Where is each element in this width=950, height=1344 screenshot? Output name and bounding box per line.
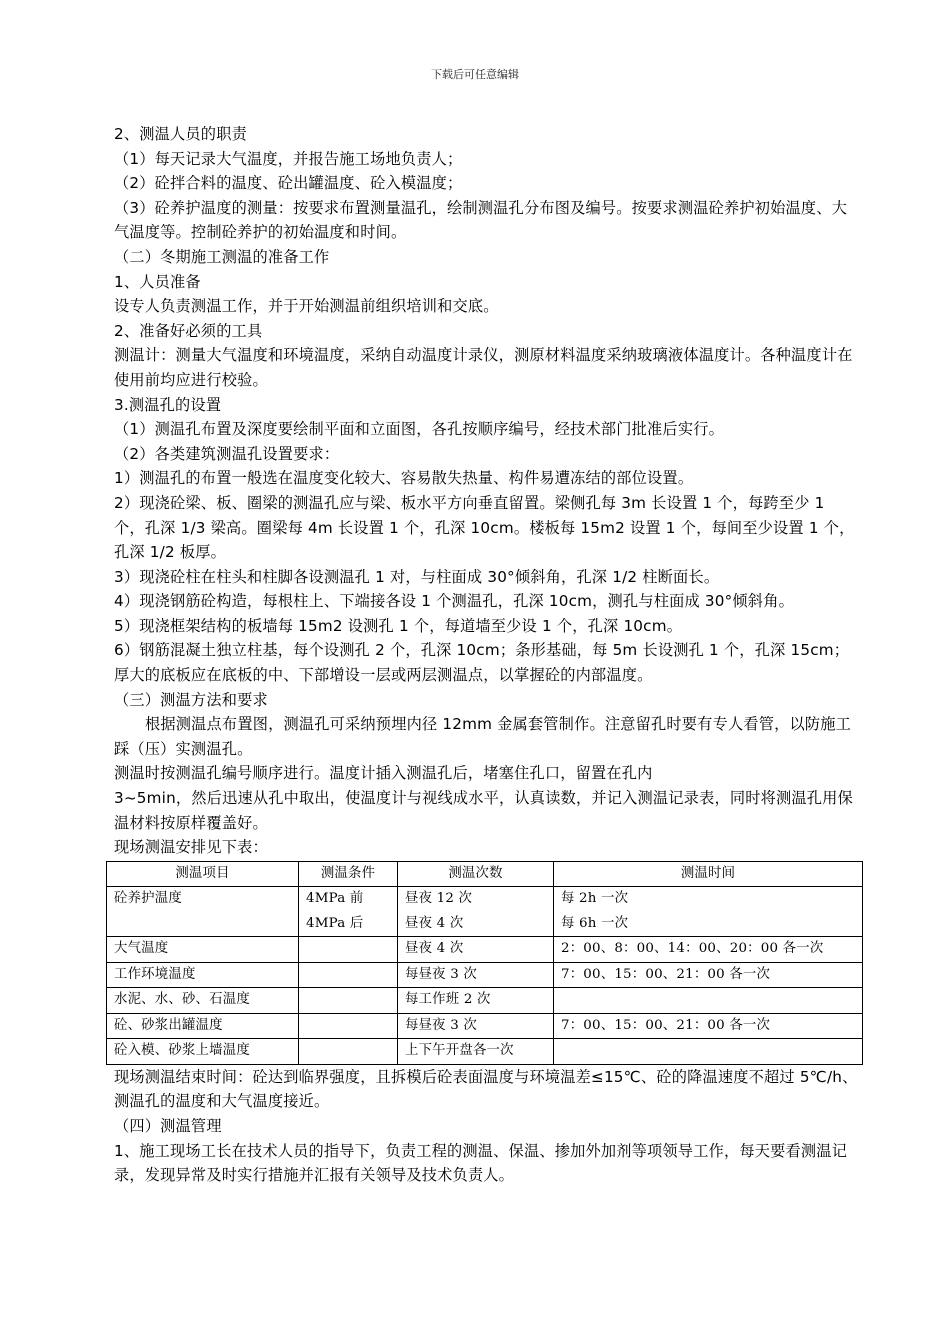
- table-row: [107, 962, 863, 988]
- table-cell-line: 昼夜 4 次: [405, 915, 464, 931]
- paragraph: （1）每天记录大气温度，并报告施工场地负责人；: [114, 149, 463, 168]
- table-header-cell: 测温时间: [554, 861, 863, 887]
- paragraph: 1、人员准备: [114, 272, 201, 291]
- table-header-cell: 测温项目: [107, 861, 299, 887]
- table-header-cell: 测温条件: [299, 861, 398, 887]
- paragraph: （3）砼养护温度的测量：按要求布置测量温孔，绘制测温孔分布图及编号。按要求测温砼养护初始温度、大气温度等。控制砼养护的初始温度和时间。: [114, 198, 848, 242]
- paragraph: 2、准备好必须的工具: [114, 321, 263, 340]
- paragraph: 测温时按测温孔编号顺序进行。温度计插入测温孔后，堵塞住孔口，留置在孔内: [114, 764, 653, 783]
- temperature-schedule-table: [106, 861, 863, 1065]
- paragraph: 测温计：测量大气温度和环境温度，采纳自动温度计录仪，测原材料温度采纳玻璃液体温度计。各种温度计在使用前均应进行校验。: [114, 346, 853, 389]
- paragraph: 2、测温人员的职责: [114, 125, 247, 143]
- table-cell: [299, 1039, 398, 1065]
- table-cell: [554, 1039, 863, 1065]
- table-cell: 砼养护温度: [107, 887, 299, 937]
- table-cell: [299, 1013, 398, 1039]
- section-heading: （二）冬期施工测温的准备工作: [114, 247, 330, 266]
- document-body: [114, 122, 859, 1188]
- table-cell-line: 昼夜 12 次: [405, 891, 473, 907]
- table-cell: 工作环境温度: [107, 962, 299, 988]
- table-cell-line: 每 2h 一次: [561, 891, 629, 907]
- table-cell: [398, 887, 554, 937]
- paragraph: 3）现浇砼柱在柱头和柱脚各设测温孔 1 对，与柱面成 30°倾斜角，孔深 1/2 柱断面长。: [114, 567, 720, 586]
- table-cell: 水泥、水、砂、石温度: [107, 988, 299, 1014]
- paragraph: 6）钢筋混凝土独立柱基，每个设测孔 2 个，孔深 10cm；条形基础，每 5m 长设测孔 1 个，孔深 15cm；厚大的底板应在底板的中、下部增设一层或两层测温点，以掌握砼的内部温度。: [114, 641, 850, 685]
- table-cell: 7：00、15：00、21：00 各一次: [554, 962, 863, 988]
- table-cell: [299, 937, 398, 963]
- table-cell-line: 每 6h 一次: [561, 915, 629, 931]
- page-header-note: 下载后可任意编辑: [431, 68, 519, 81]
- paragraph: 5）现浇框架结构的板墙每 15m2 设测孔 1 个，每道墙至少设 1 个，孔深 10cm。: [114, 616, 683, 635]
- table-cell: [299, 962, 398, 988]
- paragraph: （1）测温孔布置及深度要绘制平面和立面图，各孔按顺序编号，经技术部门批准后实行。: [114, 420, 724, 439]
- paragraph: （2）砼拌合料的温度、砼出罐温度、砼入模温度；: [114, 174, 463, 193]
- table-row: [107, 1013, 863, 1039]
- table-cell: [299, 988, 398, 1014]
- table-cell: 砼、砂浆出罐温度: [107, 1013, 299, 1039]
- paragraph: 设专人负责测温工作，并于开始测温前组织培训和交底。: [114, 297, 499, 316]
- table-cell-line: 4MPa 后: [306, 915, 364, 931]
- table-cell-line: 4MPa 前: [306, 891, 364, 907]
- paragraph: 2）现浇砼梁、板、圈梁的测温孔应与梁、板水平方向垂直留置。梁侧孔每 3m 长设置 1 个，每跨至少 1 个，孔深 1/3 梁高。圈梁每 4m 长设置 1 个，孔深 10cm。楼板每 15m2 设置 1 个，每间至少设置 1 个，孔深 1/2 板厚。: [114, 493, 855, 562]
- section-heading: （四）测温管理: [114, 1117, 222, 1135]
- table-cell: 砼入模、砂浆上墙温度: [107, 1039, 299, 1065]
- table-header-row: [107, 861, 863, 887]
- table-cell: [299, 887, 398, 937]
- paragraph: 3~5min，然后迅速从孔中取出，使温度计与视线成水平，认真读数，并记入测温记录表，同时将测温孔用保温材料按原样覆盖好。: [114, 789, 853, 832]
- table-row: [107, 988, 863, 1014]
- table-cell: 昼夜 4 次: [398, 937, 554, 963]
- paragraph: 1）测温孔的布置一般选在温度变化较大、容易散失热量、构件易遭冻结的部位设置。: [114, 469, 694, 488]
- table-cell: 2：00、8：00、14：00、20：00 各一次: [554, 937, 863, 963]
- table-cell: 上下午开盘各一次: [398, 1039, 554, 1065]
- table-cell: 7：00、15：00、21：00 各一次: [554, 1013, 863, 1039]
- paragraph: 4）现浇钢筋砼构造，每根柱上、下端接各设 1 个测温孔，孔深 10cm，测孔与柱面成 30°倾斜角。: [114, 592, 794, 611]
- section-heading: （三）测温方法和要求: [114, 690, 268, 709]
- table-row: [107, 1039, 863, 1065]
- table-header-cell: 测温次数: [398, 861, 554, 887]
- paragraph: （2）各类建筑测温孔设置要求：: [114, 444, 340, 463]
- table-cell: [554, 988, 863, 1014]
- table-cell: 每工作班 2 次: [398, 988, 554, 1014]
- paragraph: 现场测温结束时间：砼达到临界强度，且拆模后砼表面温度与环境温差≤15℃、砼的降温速度不超过 5℃/h、测温孔的温度和大气温度接近。: [114, 1067, 858, 1111]
- paragraph: 现场测温安排见下表：: [114, 838, 268, 857]
- table-cell: 每昼夜 3 次: [398, 1013, 554, 1039]
- table-cell: [554, 887, 863, 937]
- paragraph: 3.测温孔的设置: [114, 395, 222, 414]
- table-row: [107, 937, 863, 963]
- table-cell: 大气温度: [107, 937, 299, 963]
- paragraph: 根据测温点布置图，测温孔可采纳预埋内径 12mm 金属套管制作。注意留孔时要有专人看管，以防施工踩（压）实测温孔。: [114, 715, 852, 758]
- paragraph: 1、施工现场工长在技术人员的指导下，负责工程的测温、保温、掺加外加剂等项领导工作，每天要看测温记录，发现异常及时实行措施并汇报有关领导及技术负责人。: [114, 1141, 848, 1185]
- table-cell: 每昼夜 3 次: [398, 962, 554, 988]
